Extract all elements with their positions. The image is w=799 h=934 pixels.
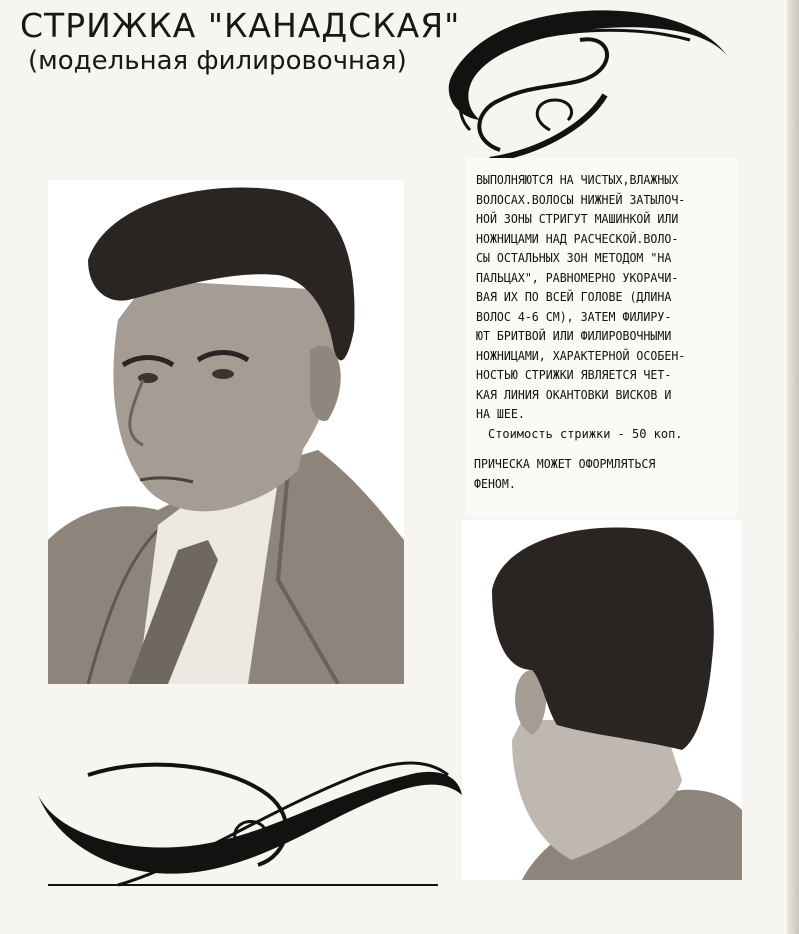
description-line: ВОЛОС 4-6 СМ), ЗАТЕМ ФИЛИРУ- [476, 308, 672, 324]
description-line: ЮТ БРИТВОЙ ИЛИ ФИЛИРОВОЧНЫМИ [476, 328, 672, 343]
description-line: ВОЛОСАХ.ВОЛОСЫ НИЖНЕЙ ЗАТЫЛОЧ- [476, 191, 686, 207]
description-line: НОСТЬЮ СТРИЖКИ ЯВЛЯЕТСЯ ЧЕТ- [476, 367, 672, 382]
portrait-photo-front [48, 180, 404, 684]
note-line: ФЕНОМ. [474, 475, 516, 491]
page-subtitle: (модельная филировочная) [28, 46, 407, 76]
note-line: ПРИЧЕСКА МОЖЕТ ОФОРМЛЯТЬСЯ [474, 456, 656, 471]
styling-note [474, 454, 655, 493]
description-line: КАЯ ЛИНИЯ ОКАНТОВКИ ВИСКОВ И [476, 386, 672, 402]
ornament-top-swirl [430, 0, 740, 165]
page-title: СТРИЖКА "КАНАДСКАЯ" [20, 6, 461, 45]
description-line: НА ШЕЕ. [476, 406, 525, 421]
description-line: НОЙ ЗОНЫ СТРИГУТ МАШИНКОЙ ИЛИ [476, 211, 679, 226]
description-line: НОЖНИЦАМИ, ХАРАКТЕРНОЙ ОСОБЕН- [476, 347, 686, 363]
ornament-bottom-swirl [28, 735, 468, 895]
description-line: СЫ ОСТАЛЬНЫХ ЗОН МЕТОДОМ "НА [476, 250, 672, 265]
page-edge [787, 0, 799, 934]
portrait-photo-back [462, 520, 742, 880]
description-line: ВЫПОЛНЯЮТСЯ НА ЧИСТЫХ,ВЛАЖНЫХ [476, 172, 679, 187]
description-line: НОЖНИЦАМИ НАД РАСЧЕСКОЙ.ВОЛО- [476, 230, 679, 246]
description-line: ПАЛЬЦАХ", РАВНОМЕРНО УКОРАЧИ- [476, 269, 679, 285]
description-line: ВАЯ ИХ ПО ВСЕЙ ГОЛОВЕ (ДЛИНА [476, 289, 672, 304]
price-line: Стоимость стрижки - 50 коп. [488, 426, 683, 441]
description-text [476, 170, 710, 424]
